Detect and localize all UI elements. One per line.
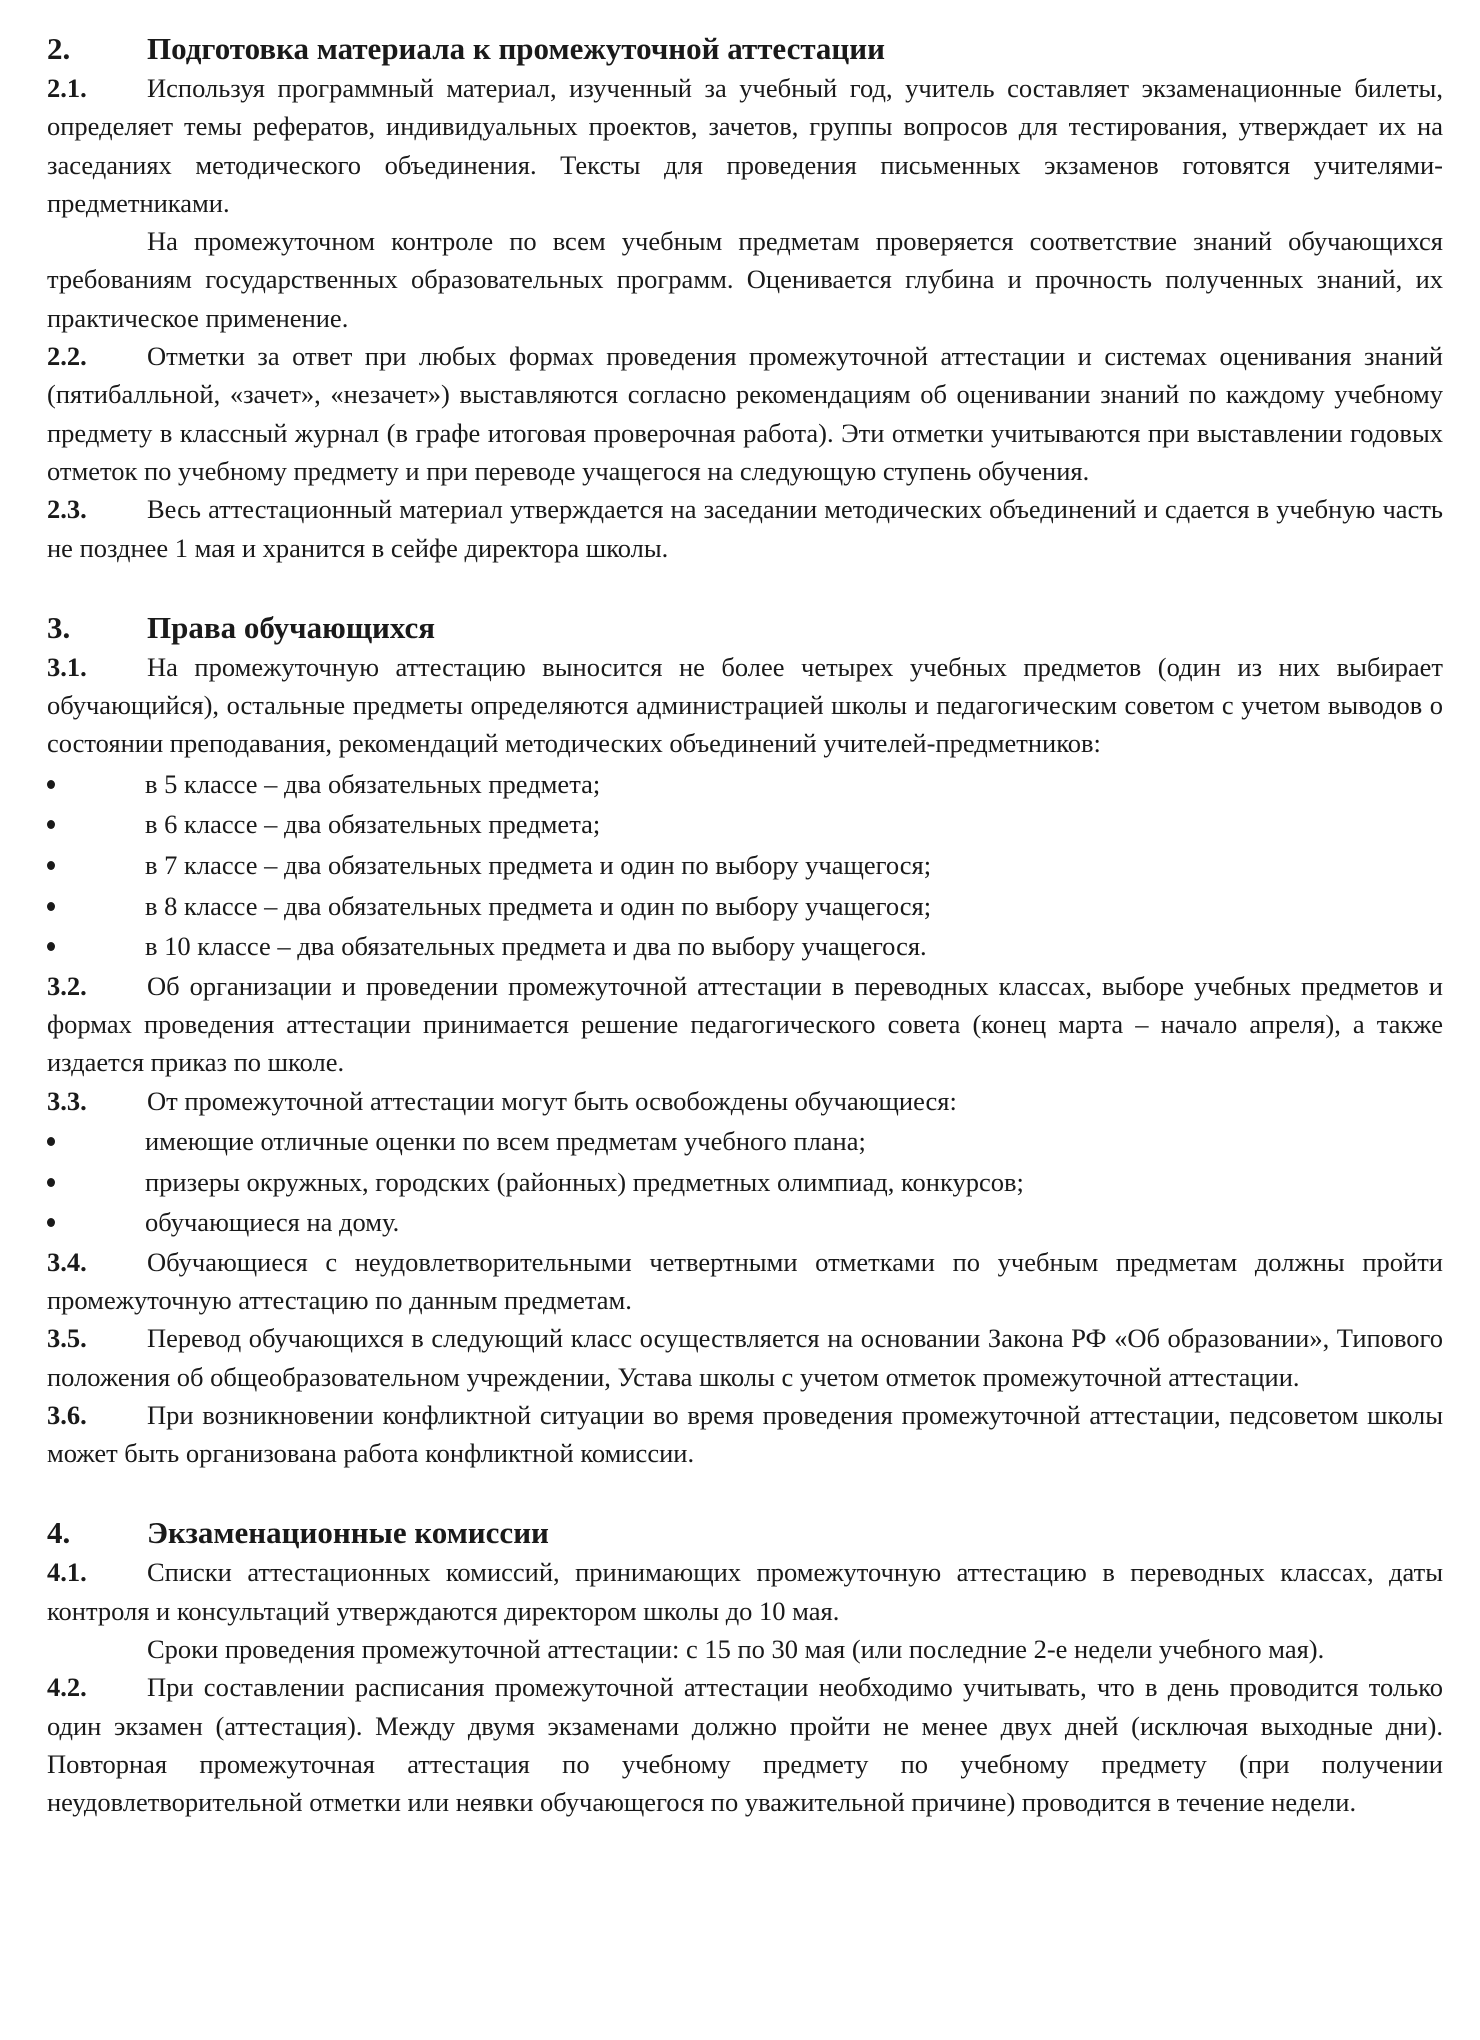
clause-number: 2.1. xyxy=(47,73,87,103)
list-item-text: в 8 классе – два обязательных предмета и один по выбору учащегося; xyxy=(145,890,932,921)
clause-number: 3.3. xyxy=(47,1085,87,1116)
paragraph-text: Сроки проведения промежуточной аттестации: с 15 по 30 мая (или последние 2-е недели учебного мая). xyxy=(147,1634,1325,1665)
list-item xyxy=(47,1162,1443,1203)
clause-3-5 xyxy=(47,1319,1443,1396)
bullet-list-grades xyxy=(47,764,1443,967)
list-item xyxy=(47,804,1443,845)
clause-3-3 xyxy=(47,1082,1443,1120)
clause-text: На промежуточную аттестацию выносится не более четырех учебных предметов (один из них выбирает обучающийся), остальные предметы определяются администрацией школы и педагогическим советом с учетом выводов о состоянии преподавания, рекомендаций методических объединений учителей-предметников: xyxy=(47,651,1443,759)
list-item-text: призеры окружных, городских (районных) предметных олимпиад, конкурсов; xyxy=(145,1166,1024,1197)
bullet-list-exemptions xyxy=(47,1121,1443,1243)
list-item xyxy=(47,1202,1443,1243)
list-item xyxy=(47,764,1443,805)
clause-text: Об организации и проведении промежуточной аттестации в переводных классах, выборе учебных предметов и формах проведения аттестации принимается решение педагогического совета (конец марта – начало апреля), а также издается приказ по школе. xyxy=(47,970,1443,1078)
clause-3-1 xyxy=(47,648,1443,763)
clause-number: 3.4. xyxy=(47,1246,87,1277)
list-item-text: обучающиеся на дому. xyxy=(145,1207,400,1238)
list-item-text: в 6 классе – два обязательных предмета; xyxy=(145,809,601,840)
clause-text: При возникновении конфликтной ситуации во время проведения промежуточной аттестации, педсоветом школы может быть организована работа конфликтной комиссии. xyxy=(47,1399,1443,1469)
bullet-icon xyxy=(47,902,55,911)
section-heading xyxy=(47,1513,1443,1553)
list-item-text: в 7 классе – два обязательных предмета и один по выбору учащегося; xyxy=(145,849,932,880)
clause-number: 4.2. xyxy=(47,1672,87,1703)
list-item-text: имеющие отличные оценки по всем предметам учебного плана; xyxy=(145,1125,866,1156)
section-heading xyxy=(47,608,1443,648)
list-item xyxy=(47,845,1443,886)
clause-number: 3.6. xyxy=(47,1399,87,1430)
bullet-icon xyxy=(47,820,55,829)
clause-text: Отметки за ответ при любых формах проведения промежуточной аттестации и системах оценивания знаний (пятибалльной, «зачет», «незачет») выставляются согласно рекомендациям об оценивании знаний по каждому учебному предмету в классный журнал (в графе итоговая проверочная работа). Эти отметки учитываются при выставлении годовых отметок по учебному предмету и при переводе учащегося на следующую ступень обучения. xyxy=(47,341,1443,486)
clause-number: 2.3. xyxy=(47,494,87,525)
clause-3-2 xyxy=(47,967,1443,1082)
clause-3-6 xyxy=(47,1396,1443,1473)
list-item-text: в 10 классе – два обязательных предмета и два по выбору учащегося. xyxy=(145,931,927,962)
section-3 xyxy=(47,608,1443,1473)
section-number: 4. xyxy=(47,1515,71,1551)
clause-text: Списки аттестационных комиссий, принимающих промежуточную аттестацию в переводных классах, даты контроля и консультаций утверждаются директором школы до 10 мая. xyxy=(47,1557,1443,1626)
clause-text: Обучающиеся с неудовлетворительными четвертными отметками по учебным предметам должны пройти промежуточную аттестацию по данным предметам. xyxy=(47,1246,1443,1315)
section-title: Права обучающихся xyxy=(147,609,436,645)
clause-number: 4.1. xyxy=(47,1557,87,1588)
clause-2-3 xyxy=(47,490,1443,567)
clause-number: 2.2. xyxy=(47,341,87,372)
bullet-icon xyxy=(47,1178,55,1187)
clause-2-2 xyxy=(47,337,1443,490)
bullet-icon xyxy=(47,780,55,789)
section-title: Подготовка материала к промежуточной аттестации xyxy=(147,31,886,66)
clause-text: Используя программный материал, изученный за учебный год, учитель составляет экзаменационные билеты, определяет темы рефератов, индивидуальных проектов, зачетов, группы вопросов для тестирования, утверждает их на заседаниях методического объединения. Тексты для проведения письменных экзаменов готовятся учителями-предметниками. xyxy=(47,73,1443,218)
clause-2-1 xyxy=(47,69,1443,222)
paragraph-continuation xyxy=(47,1630,1443,1668)
clause-number: 3.5. xyxy=(47,1323,87,1354)
section-2 xyxy=(47,29,1443,567)
clause-3-4 xyxy=(47,1243,1443,1320)
section-4 xyxy=(47,1513,1443,1821)
bullet-icon xyxy=(47,1218,55,1227)
section-number: 2. xyxy=(47,31,71,66)
list-item xyxy=(47,926,1443,967)
section-title: Экзаменационные комиссии xyxy=(147,1515,549,1551)
paragraph-text: На промежуточном контроле по всем учебным предметам проверяется соответствие знаний обучающихся требованиям государственных образовательных программ. Оценивается глубина и прочность полученных знаний, их практическое применение. xyxy=(47,226,1443,333)
clause-text: Перевод обучающихся в следующий класс осуществляется на основании Закона РФ «Об образовании», Типового положения об общеобразовательном учреждении, Устава школы с учетом отметок промежуточной аттестации. xyxy=(47,1323,1443,1392)
clause-text: При составлении расписания промежуточной аттестации необходимо учитывать, что в день проводится только один экзамен (аттестация). Между двумя экзаменами должно пройти не менее двух дней (исключая выходные дни). Повторная промежуточная аттестация по учебному предмету по учебному предмету (при получении неудовлетворительной отметки или неявки обучающегося по уважительной причине) проводится в течение недели. xyxy=(47,1672,1443,1818)
bullet-icon xyxy=(47,942,55,951)
clause-4-2 xyxy=(47,1668,1443,1821)
section-heading xyxy=(47,29,1443,69)
clause-text: Весь аттестационный материал утверждается на заседании методических объединений и сдается в учебную часть не позднее 1 мая и хранится в сейфе директора школы. xyxy=(47,494,1443,563)
clause-number: 3.2. xyxy=(47,970,87,1001)
clause-text: От промежуточной аттестации могут быть освобождены обучающиеся: xyxy=(147,1085,957,1116)
list-item xyxy=(47,1121,1443,1162)
list-item-text: в 5 классе – два обязательных предмета; xyxy=(145,768,601,799)
bullet-icon xyxy=(47,1137,55,1146)
bullet-icon xyxy=(47,861,55,870)
clause-number: 3.1. xyxy=(47,651,87,682)
section-number: 3. xyxy=(47,609,71,645)
document-page xyxy=(47,29,1443,1822)
list-item xyxy=(47,886,1443,927)
clause-4-1 xyxy=(47,1553,1443,1630)
paragraph-continuation xyxy=(47,222,1443,337)
